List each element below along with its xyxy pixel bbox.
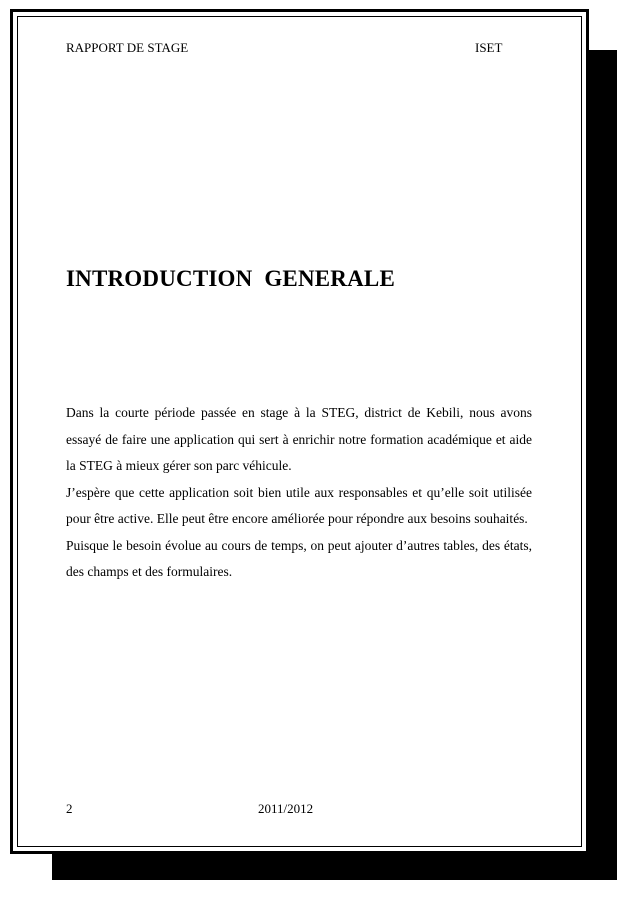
footer-page-number: 2 [66,801,73,816]
paragraph-1: Dans la courte période passée en stage à la STEG, district de Kebili, nous avons essayé de faire une application qui sert à enrichir notre formation académique et aide la STEG à mieux gérer son parc véhicule. [66,405,532,473]
page-title: INTRODUCTION GENERALE [66,266,396,291]
page-shadow-right [587,50,617,880]
footer-academic-year: 2011/2012 [258,801,314,816]
header-school-label: ISET [475,40,503,55]
body-text [66,400,532,586]
paragraph-3: Puisque le besoin évolue au cours de temps, on peut ajouter d’autres tables, des états, des champs et des formulaires. [66,537,532,579]
paragraph-2: J’espère que cette application soit bien utile aux responsables et qu’elle soit utilisée pour être active. Elle peut être encore améliorée pour répondre aux besoins souhaités. [66,484,532,526]
page-shadow-bottom [52,852,617,880]
header-report-label: RAPPORT DE STAGE [66,40,189,55]
